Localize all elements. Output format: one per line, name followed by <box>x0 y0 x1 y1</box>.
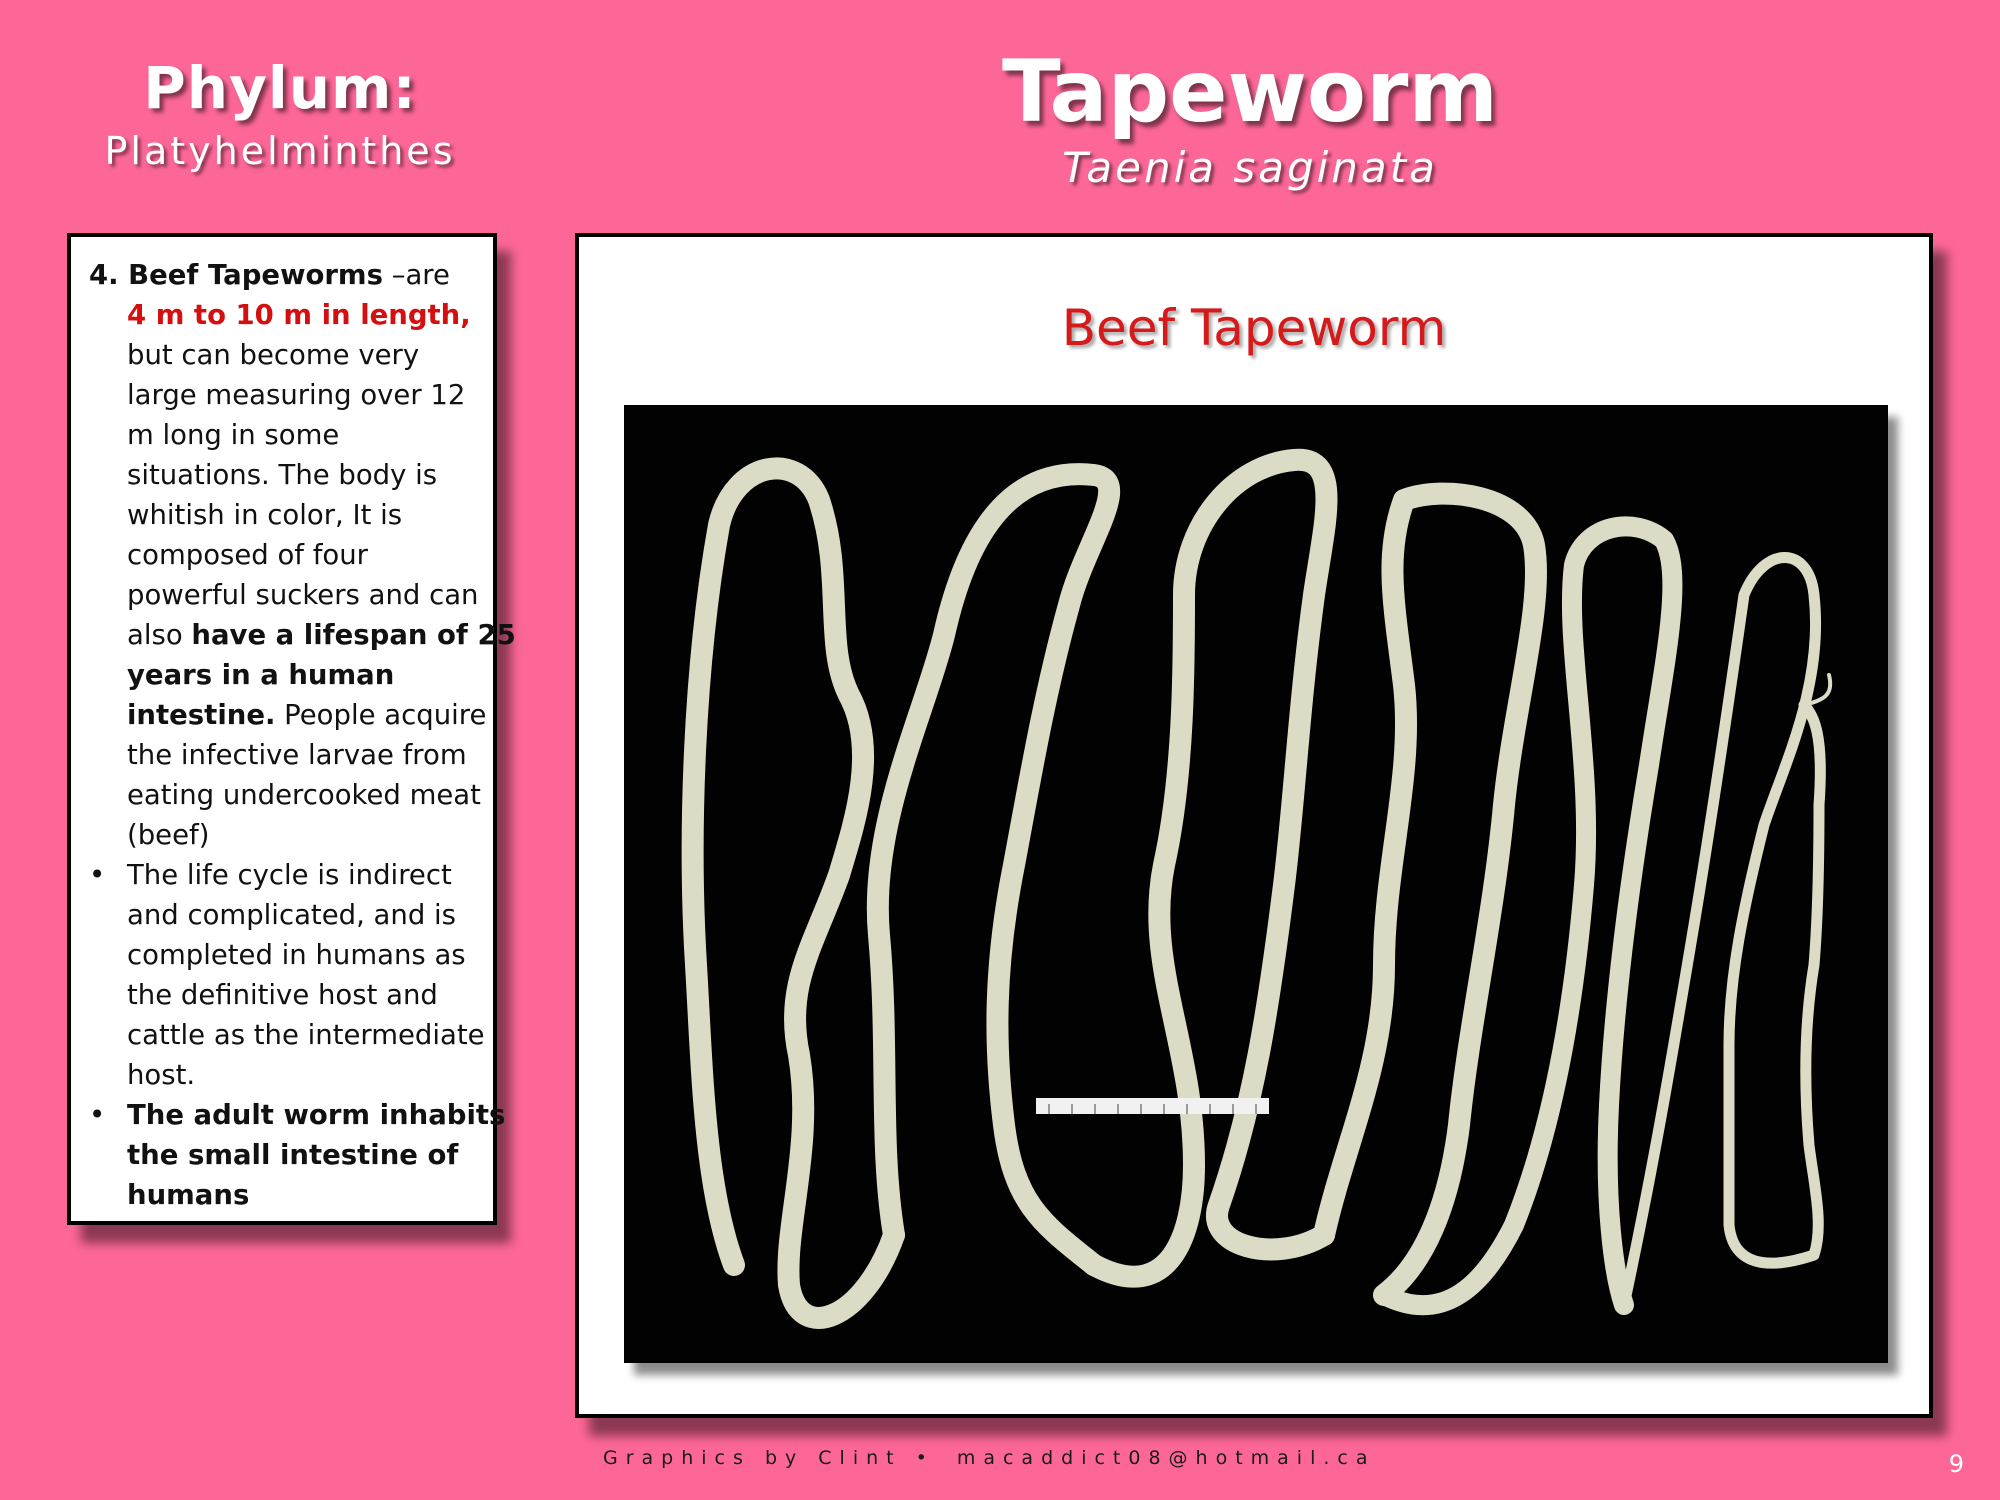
bullet-line: the definitive host and <box>127 979 438 1011</box>
bullet-item-life-cycle <box>89 855 485 1095</box>
footer-separator: • <box>915 1447 935 1469</box>
worm-loop-2 <box>878 474 1109 1265</box>
worm-loop-6 <box>1624 558 1820 1306</box>
lifespan-highlight: intestine. <box>127 699 276 731</box>
info-text: –are <box>382 259 450 291</box>
info-line: large measuring over 12 <box>127 379 466 411</box>
info-text-box <box>67 233 516 1225</box>
info-line: (beef) <box>127 819 210 851</box>
footer-credit <box>603 1447 1376 1469</box>
measurement-scale <box>1036 1098 1269 1114</box>
bullet-line: and complicated, and is <box>127 899 457 931</box>
info-text: also <box>127 619 192 651</box>
bullet-line: completed in humans as <box>127 939 466 971</box>
scientific-name: Taenia saginata <box>1062 143 1438 192</box>
bullet-icon: • <box>89 1099 106 1131</box>
info-line: powerful suckers and can <box>127 579 479 611</box>
worm-loop-3 <box>1094 460 1327 1277</box>
credit-email: macaddict08@hotmail.ca <box>956 1447 1376 1469</box>
credit-text: Graphics by Clint <box>603 1447 902 1469</box>
slide-title: Tapeworm <box>1001 42 1499 142</box>
info-line <box>89 615 516 655</box>
info-line: whitish in color, It is <box>127 499 403 531</box>
phylum-label: Phylum: <box>143 54 417 122</box>
scale-bar <box>1036 1098 1269 1114</box>
info-line <box>89 295 481 335</box>
slide-title-block <box>900 40 1600 192</box>
worm-loop-4 <box>1324 494 1536 1295</box>
info-line: eating undercooked meat <box>127 779 481 811</box>
phylum-heading <box>60 50 500 176</box>
photo-caption: Beef Tapeworm <box>1061 299 1447 357</box>
bullet-line: the small intestine of <box>127 1139 459 1171</box>
info-text: People acquire <box>275 699 487 731</box>
info-line: m long in some <box>127 419 340 451</box>
info-line <box>89 255 481 295</box>
bullet-line: host. <box>127 1059 196 1091</box>
info-line: composed of four <box>127 539 368 571</box>
info-line <box>89 695 487 735</box>
tapeworm-photo <box>624 405 1888 1363</box>
info-line: but can become very <box>127 339 420 371</box>
bullet-line: The adult worm inhabits <box>127 1099 506 1131</box>
bullet-line: humans <box>127 1179 250 1211</box>
bullet-line: cattle as the intermediate <box>127 1019 485 1051</box>
length-highlight: 4 m to 10 m in length, <box>127 299 471 331</box>
phylum-name: Platyhelminthes <box>104 129 456 173</box>
photo-panel <box>575 233 1933 1418</box>
info-line: years in a human <box>127 659 395 691</box>
info-line: the infective larvae from <box>127 739 467 771</box>
bullet-item-habitat <box>89 1095 506 1215</box>
bullet-icon: • <box>89 859 106 891</box>
info-line: situations. The body is <box>127 459 438 491</box>
tapeworm-illustration <box>624 405 1888 1363</box>
page-number: 9 <box>1948 1450 1964 1478</box>
info-heading: 4. Beef Tapeworms <box>89 259 383 291</box>
worm-loop-1 <box>693 468 894 1318</box>
bullet-line: The life cycle is indirect <box>127 859 452 891</box>
lifespan-highlight: have a lifespan of 25 <box>191 619 516 651</box>
